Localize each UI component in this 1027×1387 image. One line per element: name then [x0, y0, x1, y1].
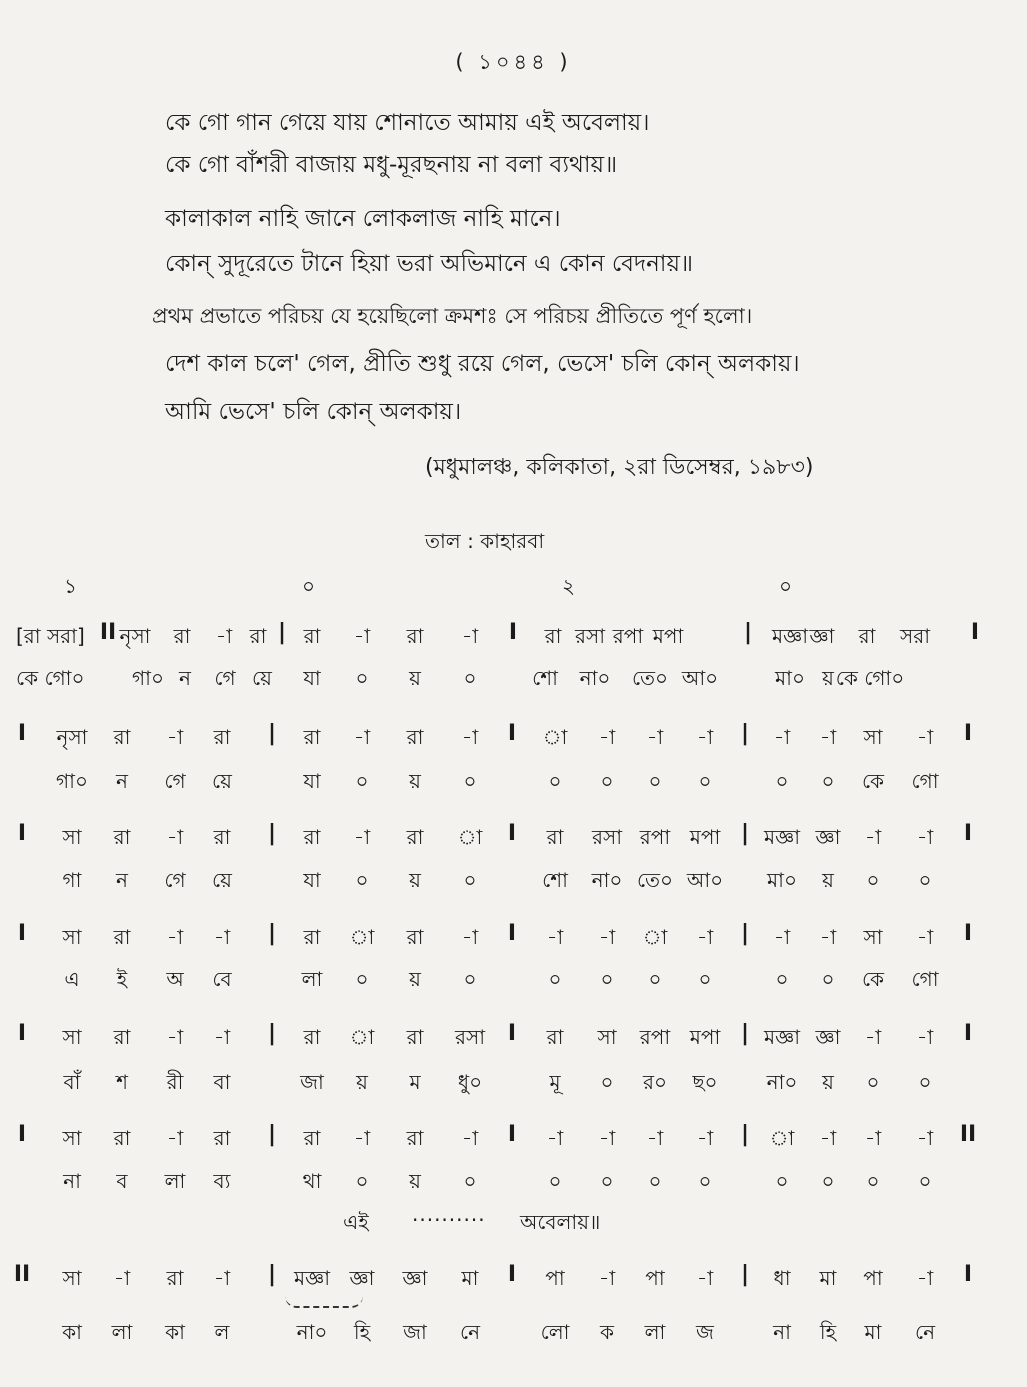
lyric-syllable: ক: [600, 1320, 614, 1344]
lyric-syllable: ০: [600, 967, 614, 991]
bar-line: |: [267, 1262, 277, 1287]
lyric-syllable: মূ: [549, 1070, 561, 1094]
lyric-syllable: লা: [644, 1320, 666, 1344]
swara-note: মপা: [689, 1025, 721, 1049]
swara-note: -া: [213, 1025, 231, 1049]
swara-note: রসা: [454, 1025, 486, 1049]
swara-note: -া: [773, 725, 791, 749]
swara-note: রা: [406, 624, 424, 648]
swara-note: রা: [406, 1025, 424, 1049]
lyric-syllable: মা০: [767, 868, 797, 892]
lyric-syllable: ই: [116, 967, 128, 991]
swara-note: জ্ঞা: [815, 1025, 841, 1049]
swara-note: সা: [597, 1025, 617, 1049]
lyric-syllable: তে০: [631, 666, 669, 690]
bar-line: I: [17, 721, 27, 746]
swara-note: রা: [113, 1126, 131, 1150]
swara-note: -া: [213, 925, 231, 949]
lyric-syllable: য়: [822, 868, 834, 892]
lyric-syllable: ন: [116, 769, 128, 793]
swara-note: -া: [461, 925, 479, 949]
swara-note: -া: [773, 925, 791, 949]
lyric-syllable: ০: [600, 1169, 614, 1193]
lyric-syllable: ০: [918, 1070, 932, 1094]
lyric-syllable: ০: [600, 1070, 614, 1094]
swara-note: রপা: [639, 1025, 671, 1049]
lyric-syllable: ০: [775, 1169, 789, 1193]
lyric-syllable: ০: [866, 1070, 880, 1094]
swara-note: মা: [461, 1266, 479, 1290]
swara-note: সা: [62, 1126, 82, 1150]
swara-note: সা: [62, 1025, 82, 1049]
meend-mark: [285, 1296, 363, 1308]
lyric-line: কে গো গান গেয়ে যায় শোনাতে আমায় এই অবেলায়।: [165, 110, 650, 136]
swara-note: সা: [62, 925, 82, 949]
lyric-syllable: ন: [179, 666, 191, 690]
lyric-syllable: ০: [463, 666, 477, 690]
bar-line: |: [740, 721, 750, 746]
lyric-syllable: য়ে: [212, 769, 232, 793]
lyric-line: দেশ কাল চলে' গেল, প্রীতি শুধু রয়ে গেল, ভেসে' চলি কোন্‌ অলকায়।: [165, 351, 800, 377]
lyric-syllable: ০: [866, 1169, 880, 1193]
lyric-syllable: গা০: [56, 769, 88, 793]
lyric-syllable: য়ে: [212, 868, 232, 892]
bar-line: |: [267, 721, 277, 746]
lyric-syllable: অ: [166, 967, 184, 991]
swara-note: -া: [916, 725, 934, 749]
swara-note: মজ্ঞা: [763, 1025, 801, 1049]
swara-note: -া: [646, 1126, 664, 1150]
lyric-syllable: ০: [918, 1169, 932, 1193]
swara-note: -া: [546, 925, 564, 949]
lyric-syllable: ০: [355, 1169, 369, 1193]
bar-line: I: [963, 921, 973, 946]
lyric-syllable: ০: [821, 769, 835, 793]
lyric-syllable: লা: [111, 1320, 133, 1344]
lyric-syllable: ০: [821, 967, 835, 991]
lyric-syllable: ০: [548, 967, 562, 991]
swara-note: -া: [215, 624, 233, 648]
lyric-syllable: য়ে: [252, 666, 272, 690]
lyric-syllable: শো: [542, 868, 568, 892]
beat-mark: ০: [779, 574, 793, 598]
swara-note: -া: [166, 1126, 184, 1150]
swara-note: রা: [113, 925, 131, 949]
lyric-syllable: ছ০: [692, 1070, 718, 1094]
lyric-syllable: গে: [164, 769, 186, 793]
swara-note: -া: [213, 1266, 231, 1290]
source-attribution: (মধুমালঞ্চ, কলিকাতা, ২রা ডিসেম্বর, ১৯৮৩): [425, 455, 814, 480]
swara-note: রা: [249, 624, 267, 648]
lyric-syllable: ০: [355, 967, 369, 991]
bar-line: |: [740, 1021, 750, 1046]
swara-note: -া: [598, 725, 616, 749]
bar-line: |: [740, 1262, 750, 1287]
lyric-syllable: না: [773, 1320, 791, 1344]
page-number: ( ১০৪৪ ): [455, 50, 572, 74]
lyric-syllable: ০: [775, 967, 789, 991]
lyric-syllable: নে: [459, 1320, 481, 1344]
swara-note: মজ্ঞা: [771, 624, 809, 648]
lyric-syllable: য়: [409, 868, 421, 892]
swara-note: মা: [819, 1266, 837, 1290]
swara-note: রা: [406, 725, 424, 749]
swara-note: -া: [646, 725, 664, 749]
swara-note: সা: [863, 725, 883, 749]
refrain-word: অবেলায়॥: [520, 1210, 601, 1234]
bar-line: |: [740, 1122, 750, 1147]
bar-line: I: [17, 921, 27, 946]
lyric-syllable: কে গো০: [835, 666, 905, 690]
swara-note: -া: [864, 1025, 882, 1049]
lyric-syllable: ০: [355, 868, 369, 892]
swara-note: রা: [303, 925, 321, 949]
bar-line: I: [507, 721, 517, 746]
swara-note: -া: [353, 825, 371, 849]
lyric-syllable: ০: [548, 769, 562, 793]
lyric-syllable: ০: [600, 769, 614, 793]
lyric-syllable: য়: [409, 666, 421, 690]
swara-note: -া: [113, 1266, 131, 1290]
lyric-syllable: হি: [819, 1320, 837, 1344]
swara-note: মজ্ঞা: [293, 1266, 331, 1290]
bar-line: |: [267, 821, 277, 846]
bar-line: I: [963, 721, 973, 746]
lyric-syllable: য়: [822, 1070, 834, 1094]
lyric-syllable: ০: [463, 1169, 477, 1193]
bar-line: I: [507, 1021, 517, 1046]
taal-label: তাল : কাহারবা: [425, 529, 545, 553]
lyric-syllable: হি: [353, 1320, 371, 1344]
swara-note: [রা সরা]: [16, 624, 85, 648]
bar-line: I: [508, 620, 518, 645]
swara-note: রা: [406, 1126, 424, 1150]
swara-note: মপা: [652, 624, 684, 648]
bar-line: |: [740, 821, 750, 846]
lyric-syllable: র০: [642, 1070, 668, 1094]
bar-line: I: [507, 821, 517, 846]
lyric-line: কোন্‌ সুদূরেতে টানে হিয়া ভরা অভিমানে এ কোন বেদনায়॥: [165, 251, 694, 277]
lyric-syllable: শ: [116, 1070, 128, 1094]
bar-line: I: [507, 921, 517, 946]
swara-note: সা: [62, 825, 82, 849]
swara-note: পা: [645, 1266, 665, 1290]
bar-line: |: [267, 1021, 277, 1046]
lyric-syllable: ০: [463, 769, 477, 793]
swara-note: নৃসা: [56, 725, 88, 749]
lyric-syllable: লা: [301, 967, 323, 991]
swara-note: -া: [819, 725, 837, 749]
bar-line: I: [17, 821, 27, 846]
swara-note: -া: [696, 1266, 714, 1290]
lyric-syllable: ধু০: [457, 1070, 483, 1094]
lyric-syllable: জ: [696, 1320, 714, 1344]
bar-line: I: [507, 1262, 517, 1287]
swara-note: া: [349, 1025, 375, 1049]
swara-note: রা: [546, 825, 564, 849]
swara-note: মজ্ঞা: [763, 825, 801, 849]
swara-note: -া: [864, 1126, 882, 1150]
lyric-syllable: ০: [355, 769, 369, 793]
swara-note: -া: [598, 1126, 616, 1150]
lyric-syllable: গো: [911, 967, 939, 991]
swara-note: রপা: [612, 624, 644, 648]
lyric-syllable: মা: [864, 1320, 882, 1344]
swara-note: -া: [166, 725, 184, 749]
lyric-syllable: ০: [463, 868, 477, 892]
bar-line: I: [963, 1262, 973, 1287]
swara-note: রা: [858, 624, 876, 648]
swara-note: -া: [916, 925, 934, 949]
bar-line: |: [277, 620, 287, 645]
lyric-syllable: ০: [866, 868, 880, 892]
lyric-syllable: থা: [302, 1169, 322, 1193]
lyric-syllable: ল: [214, 1320, 230, 1344]
lyric-syllable: মা০: [775, 666, 805, 690]
lyric-syllable: শো: [532, 666, 558, 690]
swara-note: রা: [113, 1025, 131, 1049]
swara-note: ধা: [773, 1266, 791, 1290]
swara-note: রসা: [574, 624, 606, 648]
swara-note: -া: [166, 825, 184, 849]
swara-note: -া: [916, 1025, 934, 1049]
bar-line: |: [740, 921, 750, 946]
lyric-syllable: কা: [165, 1320, 185, 1344]
swara-note: রা: [406, 825, 424, 849]
swara-note: -া: [864, 825, 882, 849]
lyric-syllable: ব: [116, 1169, 128, 1193]
lyric-syllable: গা: [62, 868, 82, 892]
lyric-syllable: ম: [409, 1070, 421, 1094]
swara-note: -া: [696, 925, 714, 949]
swara-note: -া: [166, 1025, 184, 1049]
lyric-line: কালাকাল নাহি জানে লোকলাজ নাহি মানে।: [165, 206, 561, 232]
lyric-syllable: য়: [409, 769, 421, 793]
bar-line: I: [963, 821, 973, 846]
swara-note: -া: [819, 1126, 837, 1150]
bar-line: II: [99, 620, 117, 645]
swara-note: -া: [696, 1126, 714, 1150]
swara-note: রসা: [591, 825, 623, 849]
lyric-syllable: য়: [409, 1169, 421, 1193]
swara-note: রপা: [639, 825, 671, 849]
lyric-syllable: তে০: [636, 868, 674, 892]
bar-line: I: [970, 620, 980, 645]
bar-line: II: [13, 1262, 31, 1287]
swara-note: রা: [213, 1126, 231, 1150]
lyric-syllable: যা: [303, 769, 321, 793]
lyric-syllable: ০: [918, 868, 932, 892]
lyric-line: প্রথম প্রভাতে পরিচয় যে হয়েছিলো ক্রমশঃ সে পরিচয় প্রীতিতে পূর্ণ হলো।: [152, 304, 753, 328]
lyric-syllable: ব্য: [213, 1169, 231, 1193]
beat-mark: ০: [302, 574, 316, 598]
swara-note: -া: [353, 624, 371, 648]
swara-note: -া: [696, 725, 714, 749]
swara-note: সরা: [899, 624, 931, 648]
swara-note: রা: [113, 725, 131, 749]
lyric-syllable: ০: [463, 967, 477, 991]
bar-line: |: [267, 1122, 277, 1147]
lyric-syllable: রী: [166, 1070, 184, 1094]
lyric-syllable: য়: [822, 666, 834, 690]
refrain-dots: ··········: [412, 1208, 486, 1232]
swara-note: রা: [166, 1266, 184, 1290]
lyric-syllable: আ০: [681, 666, 719, 690]
swara-note: সা: [863, 925, 883, 949]
lyric-syllable: ০: [698, 769, 712, 793]
swara-note: -া: [461, 725, 479, 749]
swara-note: -া: [353, 725, 371, 749]
lyric-syllable: না০: [591, 868, 623, 892]
lyric-syllable: নে: [914, 1320, 936, 1344]
swara-note: -া: [353, 1126, 371, 1150]
swara-note: -া: [916, 1126, 934, 1150]
lyric-syllable: ০: [648, 1169, 662, 1193]
swara-note: া: [349, 925, 375, 949]
swara-note: -া: [598, 925, 616, 949]
swara-note: -া: [819, 925, 837, 949]
swara-note: রা: [113, 825, 131, 849]
lyric-syllable: কে: [861, 967, 885, 991]
lyric-syllable: বাঁ: [63, 1070, 81, 1094]
swara-note: রা: [213, 725, 231, 749]
swara-note: -া: [166, 925, 184, 949]
lyric-syllable: ০: [775, 769, 789, 793]
lyric-syllable: না০: [766, 1070, 798, 1094]
swara-note: জ্ঞা: [402, 1266, 428, 1290]
swara-note: া: [542, 725, 568, 749]
lyric-syllable: গা০: [132, 666, 164, 690]
swara-note: রা: [303, 624, 321, 648]
lyric-syllable: যা: [303, 666, 321, 690]
lyric-syllable: ০: [355, 666, 369, 690]
swara-note: মপা: [689, 825, 721, 849]
swara-note: া: [769, 1126, 795, 1150]
swara-note: -া: [916, 1266, 934, 1290]
bar-line: I: [507, 1122, 517, 1147]
bar-line: |: [743, 620, 753, 645]
swara-note: পা: [863, 1266, 883, 1290]
lyric-syllable: ০: [548, 1169, 562, 1193]
lyric-syllable: গো: [911, 769, 939, 793]
lyric-syllable: য়: [356, 1070, 368, 1094]
bar-line: I: [17, 1021, 27, 1046]
bar-line: |: [267, 921, 277, 946]
lyric-syllable: ০: [698, 967, 712, 991]
lyric-syllable: ০: [648, 769, 662, 793]
swara-note: রা: [213, 825, 231, 849]
lyric-syllable: য়: [409, 967, 421, 991]
lyric-syllable: এ: [64, 967, 80, 991]
lyric-syllable: ০: [821, 1169, 835, 1193]
swara-note: রা: [544, 624, 562, 648]
lyric-syllable: কা: [62, 1320, 82, 1344]
beat-mark: ১: [64, 574, 77, 598]
lyric-syllable: বে: [212, 967, 232, 991]
bar-line: I: [963, 1021, 973, 1046]
bar-line: I: [17, 1122, 27, 1147]
lyric-syllable: ০: [698, 1169, 712, 1193]
swara-note: জ্ঞা: [349, 1266, 375, 1290]
lyric-syllable: ০: [648, 967, 662, 991]
swara-note: -া: [916, 825, 934, 849]
lyric-line: কে গো বাঁশরী বাজায় মধু-মূরছনায় না বলা ব্যথায়॥: [165, 152, 618, 178]
lyric-syllable: গে: [164, 868, 186, 892]
lyric-syllable: বা: [213, 1070, 231, 1094]
lyric-syllable: আ০: [686, 868, 724, 892]
lyric-syllable: জা: [403, 1320, 427, 1344]
swara-note: -া: [461, 1126, 479, 1150]
lyric-syllable: কে গো০: [16, 666, 85, 690]
swara-note: -া: [546, 1126, 564, 1150]
swara-note: রা: [406, 925, 424, 949]
lyric-syllable: যা: [303, 868, 321, 892]
lyric-line: আমি ভেসে' চলি কোন্‌ অলকায়।: [165, 399, 462, 425]
lyric-syllable: কে: [861, 769, 885, 793]
swara-note: নৃসা: [119, 624, 151, 648]
swara-note: -া: [598, 1266, 616, 1290]
bar-line: II: [959, 1122, 977, 1147]
swara-note: রা: [303, 1025, 321, 1049]
lyric-syllable: লো: [540, 1320, 570, 1344]
swara-note: া: [642, 925, 668, 949]
swara-note: জ্ঞা: [809, 624, 835, 648]
lyric-syllable: গে: [214, 666, 236, 690]
swara-note: রা: [303, 725, 321, 749]
beat-mark: ২: [562, 574, 576, 598]
swara-note: -া: [461, 624, 479, 648]
lyric-syllable: না: [63, 1169, 81, 1193]
swara-note: জ্ঞা: [815, 825, 841, 849]
swara-note: রা: [173, 624, 191, 648]
swara-note: রা: [303, 1126, 321, 1150]
lyric-syllable: লা: [164, 1169, 186, 1193]
swara-note: রা: [303, 825, 321, 849]
swara-note: া: [457, 825, 483, 849]
lyric-syllable: জা: [300, 1070, 324, 1094]
swara-note: সা: [62, 1266, 82, 1290]
refrain-word: এই: [343, 1210, 369, 1234]
lyric-syllable: ন: [116, 868, 128, 892]
lyric-syllable: না০: [296, 1320, 328, 1344]
swara-note: রা: [546, 1025, 564, 1049]
swara-note: পা: [545, 1266, 565, 1290]
lyric-syllable: না০: [579, 666, 611, 690]
